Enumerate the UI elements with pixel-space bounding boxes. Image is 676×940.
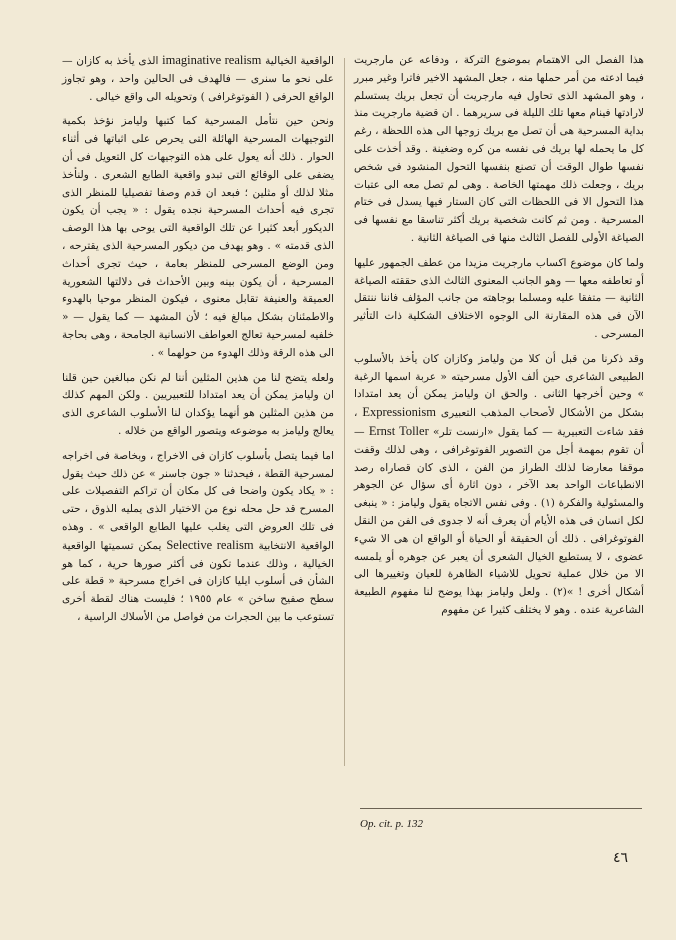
- footnote-rule: [360, 808, 642, 809]
- left-column: [62, 52, 334, 634]
- right-column: [354, 52, 644, 627]
- paragraph-text: الواقعية الخيالية: [265, 55, 334, 67]
- paragraph-text: اما فيما يتصل بأسلوب كازان فى الاخراج ، وبخاصة فى اخراجه لمسرحية القطة ، فيحدثنا « جون جاسنر » عن ذلك حيث يقول : « يكاد يكون واضحا فى كل مكان أن تراكم التفصيلات على المسرح قد حل محله نوع من الاختيار الذى يمليه الذوق ، حتى فى تلك العروض التى يغلب عليها الطابع الواقعى » . وهذه الواقعية الانتخابية: [62, 449, 334, 552]
- paragraph: ونحن حين نتأمل المسرحية كما كتبها وليامز نؤخذ بكمية التوجيهات المسرحية الهائلة التى يحرص على اثباتها فى أثناء الحوار . ذلك أنه يعول على هذه التوجيهات كل التعويل فى أن يضفى على الوقائع التى تبدو واقعية الطابع الشعرى . ولنأخذ مثلا لذلك أو مثلين ؛ فبعد ان قدم وصفا تفصيليا للمنظر الذى تجرى فيه أحداث المسرحية نجده يقول : « يجب أن يكون الديكور أبعد كثيرا عن تلك الواقعية التى يوحى بها هذا الوصف الذى قدمته » . وهو يهدف من ديكور المسرحية الذى يقترحه ، ومن الوضع المسرحى للمنظر بعامة ، حيث تجرى أحداث المسرحية ، أن يكون بينه وبين الأحداث فى دلالتها الشعورية العميقة والعنيفة تقابل معنوى ، فيكون المنظر موحيا بالهدوء والاطمئنان بشكل مبالغ فيه ؛ لأن المشهد — كما يقول — « خلفيه لمسرحية تعالج العواطف الانسانية الجامحة ، وهى بحاجة الى هذه الرقة وذلك الهدوء من حولهما » .: [62, 115, 334, 359]
- page-number: ٤٦: [612, 850, 628, 866]
- paragraph-text: يمكن تسميتها الواقعية الخيالية ، وذلك عندما تكون فى أكثر صورها حرية ، كما هو الشأن فى أسلوب ايليا كازان فى اخراج مسرحية « قطة على سطح صفيح ساخن » عام ١٩٥٥ ؛ فليست هناك لقطة أخرى تستوعب ما بين الحجرات من فواصل من الأسلاك الراسية ،: [62, 539, 334, 623]
- paragraph: ولعله يتضح لنا من هذين المثلين أننا لم نكن مبالغين حين قلنا ان وليامز يمكن أن يعد امتدادا للتعبيريين . ولكن المهم كذلك من هذين المثلين هو أنهما يؤكدان لنا الأسلوب الشاعرى الذى يعالج وليامز به موضوعه ويتصور الواقع من خلاله .: [62, 371, 334, 437]
- paragraph-text: الذى يأخذ به كازان — على نحو ما سنرى — فالهدف فى الحالين واحد ، وهو تجاوز الواقع الحرفى ( الفوتوغرافى ) وتحويله الى واقع خيالى .: [62, 55, 334, 103]
- paragraph-text: ، فقد شاءت التعبيرية — كما يقول «ارنست تلر»: [354, 407, 644, 438]
- footnote: Op. cit. p. 132: [360, 818, 423, 830]
- latin-term: Selective realism: [166, 537, 254, 552]
- paragraph: [354, 351, 644, 620]
- paragraph: [62, 448, 334, 627]
- latin-term: Expressionism: [362, 405, 436, 420]
- column-divider: [344, 58, 345, 766]
- latin-term: Ernst Toller: [368, 423, 429, 438]
- latin-term: imaginative realism: [162, 53, 262, 67]
- paragraph: [62, 52, 334, 106]
- paragraph-text: — أن تقوم بمهمة أجل من التصوير الفوتوغرافى ، وهى لذلك وقفت موقفا معارضا لذلك الطراز من الفن ، الذى كان قصاراه رصد الانطباعات الواحد بعد الآخر ، دون اثارة أى سؤال عن الجوهر والمسئولية والفكرة (١) . وفى نفس الاتجاه يقول وليامز : « ينبغى لكل انسان فى هذه الأيام أن يعرف أنه لا جدوى فى الفن من النقل الفوتوغرافى . ذلك أن الحقيقة أو الحياة أو الواقع ان هى الا شيء عضوى ، لا يستطيع الخيال الشعرى أن يعبر عن جوهره أو يلمسه الا من خلال عملية تحويل للاشياء الظاهرة للعيان وتغييرها الى أشكال أخرى ! »(٢) . ولعل وليامز بهذا يوضح لنا مفهوم الطبيعة الشاعرية عنده . وهو لا يختلف كثيرا عن مفهوم: [354, 425, 644, 616]
- paragraph: ولما كان موضوع اكساب مارجريت مزيدا من عطف الجمهور عليها أو تعاطفه معها — وهو الجانب المعنوى الثالث الذى حققته الصياغة الثانية — متفقا عليه ومسلما بوجاهته من جانب المؤلف فاننا ننتقل الآن فى هذه المقارنة الى الوجوه الاختلاف الشكلية ذات التأثير المسرحى .: [354, 256, 644, 340]
- paragraph: هذا الفصل الى الاهتمام بموضوع التركة ، ودفاعه عن مارجريت فيما ادعته من أمر حملها منه ، جعل المشهد الاخير فاترا وغير مبرر ، وهو المشهد الذى تحاول فيه مارجريت أن تجعل بريك يستسلم لارادتها فينام معها تلك الليلة فى سريرهما . ان قضية مارجريت منذ بداية المسرحية هى أن تصل مع بريك زوجها الى هذه اللحظة ، رغم كل ما يحمله لها بريك فى نفسه من كره وضغينة . وقد أخذت على نفسها طوال الوقت أن تصنع بنفسها التحول المنشود فى شخص بريك ، وجعلت ذلك مهمتها الخاصة . وهى لم تصل معه الى عتبات هذا التحول الا فى اللحظات التى كان الستار فيها يسدل فى ختام المسرحية . ومن ثم كانت شخصية بريك أكثر تناسقا مع نفسها فى الصياغة الأولى للفصل الثالث منها فى الصياغة الثانية .: [354, 54, 644, 244]
- paragraph-text: وقد ذكرنا من قبل أن كلا من وليامز وكازان كان يأخذ بالأسلوب الطبيعى الشاعرى حين ألف الأول مسرحيته « عربة اسمها الرغبة » وحين أخرجها الثانى . والحق ان وليامز يمكن أن يعد امتدادا بشكل من الأشكال لأصحاب المذهب التعبيرى: [354, 352, 645, 420]
